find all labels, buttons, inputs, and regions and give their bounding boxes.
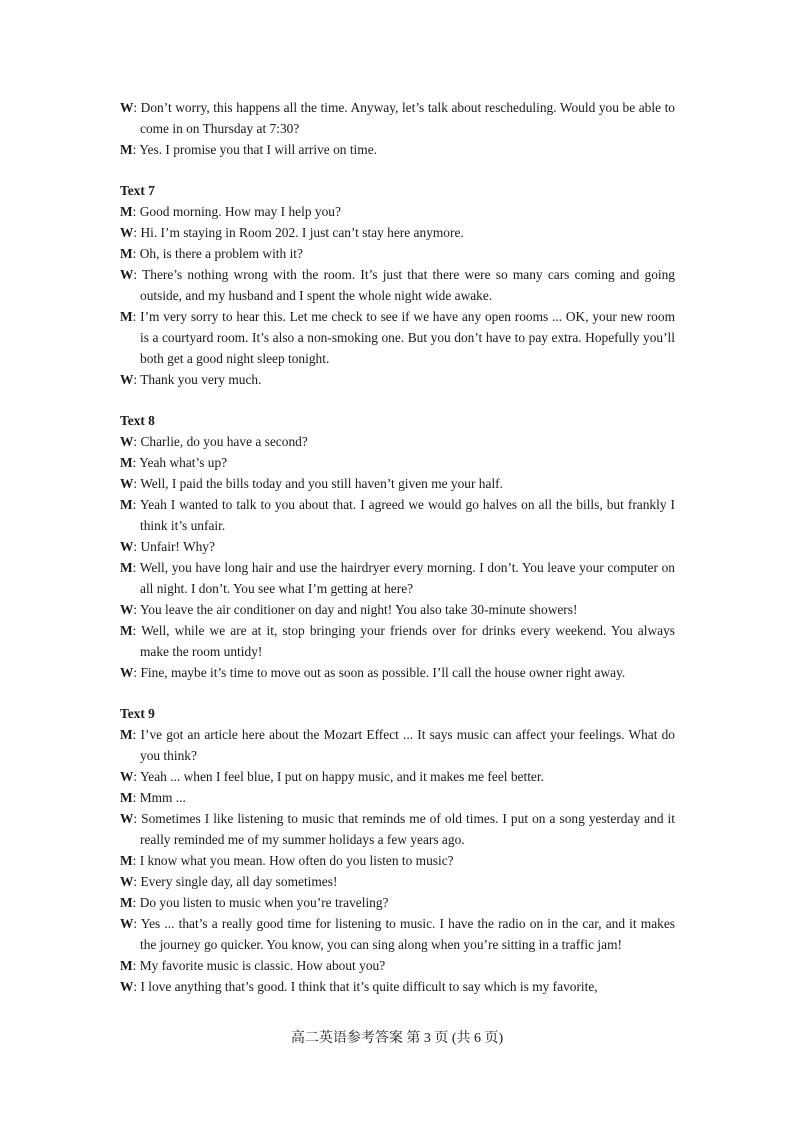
speaker-label: W xyxy=(120,916,134,931)
document-body xyxy=(120,97,675,997)
dialogue-line xyxy=(120,787,675,808)
dialogue-line xyxy=(120,913,675,955)
dialogue-text: : Yes ... that’s a really good time for listening to music. I have the radio on in the car, and it makes the journey go quicker. You know, you can sing along when you’re sitting in a traffic jam! xyxy=(133,916,675,952)
dialogue-line xyxy=(120,473,675,494)
dialogue-text: : Sometimes I like listening to music that reminds me of old times. I put on a song yesterday and it really reminded me of my summer holidays a few years ago. xyxy=(133,811,675,847)
section-text-7 xyxy=(120,180,675,390)
dialogue-text: : Good morning. How may I help you? xyxy=(132,204,341,219)
dialogue-text: : I know what you mean. How often do you listen to music? xyxy=(132,853,454,868)
speaker-label: W xyxy=(120,979,134,994)
speaker-label: W xyxy=(120,476,134,491)
speaker-label: W xyxy=(120,874,134,889)
speaker-label: W xyxy=(120,602,134,617)
speaker-label: W xyxy=(120,811,134,826)
section-text-8 xyxy=(120,410,675,683)
dialogue-text: : Thank you very much. xyxy=(133,372,262,387)
speaker-label: W xyxy=(120,434,134,449)
dialogue-line xyxy=(120,264,675,306)
dialogue-line xyxy=(120,871,675,892)
intro-block xyxy=(120,97,675,160)
speaker-label: M xyxy=(120,142,133,157)
dialogue-text: : You leave the air conditioner on day and night! You also take 30-minute showers! xyxy=(133,602,578,617)
speaker-label: M xyxy=(120,853,133,868)
dialogue-text: : Oh, is there a problem with it? xyxy=(132,246,303,261)
dialogue-line xyxy=(120,557,675,599)
dialogue-line xyxy=(120,452,675,473)
speaker-label: M xyxy=(120,727,133,742)
dialogue-text: : Yes. I promise you that I will arrive on time. xyxy=(132,142,377,157)
dialogue-text: : Unfair! Why? xyxy=(133,539,215,554)
dialogue-text: : There’s nothing wrong with the room. It’s just that there were so many cars coming and going outside, and my husband and I spent the whole night wide awake. xyxy=(133,267,675,303)
speaker-label: W xyxy=(120,267,134,282)
dialogue-line xyxy=(120,955,675,976)
dialogue-text: : Well, I paid the bills today and you still haven’t given me your half. xyxy=(133,476,503,491)
dialogue-line xyxy=(120,201,675,222)
dialogue-text: : Well, you have long hair and use the hairdryer every morning. I don’t. You leave your computer on all night. I don’t. You see what I’m getting at here? xyxy=(132,560,675,596)
dialogue-text: : Yeah I wanted to talk to you about that. I agreed we would go halves on all the bills, but frankly I think it’s unfair. xyxy=(132,497,675,533)
speaker-label: M xyxy=(120,623,133,638)
dialogue-line xyxy=(120,976,675,997)
dialogue-line xyxy=(120,306,675,369)
dialogue-text: : Fine, maybe it’s time to move out as soon as possible. I’ll call the house owner right away. xyxy=(133,665,626,680)
dialogue-line xyxy=(120,536,675,557)
speaker-label: M xyxy=(120,309,133,324)
dialogue-line xyxy=(120,139,675,160)
dialogue-text: : Yeah what’s up? xyxy=(132,455,228,470)
dialogue-line xyxy=(120,494,675,536)
dialogue-text: : Hi. I’m staying in Room 202. I just can’t stay here anymore. xyxy=(133,225,464,240)
speaker-label: M xyxy=(120,497,133,512)
speaker-label: W xyxy=(120,769,134,784)
dialogue-text: : Do you listen to music when you’re traveling? xyxy=(132,895,389,910)
speaker-label: M xyxy=(120,455,133,470)
dialogue-text: : I’ve got an article here about the Mozart Effect ... It says music can affect your feelings. What do you think? xyxy=(132,727,675,763)
dialogue-line xyxy=(120,431,675,452)
dialogue-text: : Every single day, all day sometimes! xyxy=(133,874,338,889)
dialogue-text: : Don’t worry, this happens all the time. Anyway, let’s talk about rescheduling. Would you be able to come in on Thursday at 7:30? xyxy=(133,100,675,136)
dialogue-text: : Mmm ... xyxy=(132,790,186,805)
speaker-label: W xyxy=(120,665,134,680)
dialogue-text: : Charlie, do you have a second? xyxy=(133,434,308,449)
dialogue-line xyxy=(120,599,675,620)
section-title: Text 8 xyxy=(120,413,155,428)
dialogue-line xyxy=(120,724,675,766)
dialogue-text: : Yeah ... when I feel blue, I put on happy music, and it makes me feel better. xyxy=(133,769,544,784)
speaker-label: M xyxy=(120,895,133,910)
dialogue-line xyxy=(120,850,675,871)
dialogue-line xyxy=(120,620,675,662)
speaker-label: W xyxy=(120,225,134,240)
dialogue-text: : My favorite music is classic. How about you? xyxy=(132,958,386,973)
section-text-9 xyxy=(120,703,675,997)
dialogue-line xyxy=(120,222,675,243)
speaker-label: M xyxy=(120,560,133,575)
speaker-label: W xyxy=(120,539,134,554)
dialogue-line xyxy=(120,243,675,264)
dialogue-line xyxy=(120,808,675,850)
speaker-label: M xyxy=(120,958,133,973)
dialogue-line xyxy=(120,766,675,787)
speaker-label: M xyxy=(120,790,133,805)
dialogue-line xyxy=(120,892,675,913)
speaker-label: M xyxy=(120,204,133,219)
section-title: Text 7 xyxy=(120,183,155,198)
speaker-label: W xyxy=(120,100,134,115)
dialogue-text: : Well, while we are at it, stop bringing your friends over for drinks every weekend. You always make the room untidy! xyxy=(132,623,675,659)
page-footer: 高二英语参考答案 第 3 页 (共 6 页) xyxy=(290,1031,504,1046)
dialogue-line xyxy=(120,662,675,683)
dialogue-line xyxy=(120,369,675,390)
section-title: Text 9 xyxy=(120,706,155,721)
speaker-label: M xyxy=(120,246,133,261)
dialogue-line xyxy=(120,97,675,139)
speaker-label: W xyxy=(120,372,134,387)
dialogue-text: : I’m very sorry to hear this. Let me check to see if we have any open rooms ... OK, your new room is a courtyard room. It’s also a non-smoking one. But you don’t have to pay extra. Hopefully you’ll both get a good night sleep tonight. xyxy=(132,309,675,366)
dialogue-text: : I love anything that’s good. I think that it’s quite difficult to say which is my favorite, xyxy=(133,979,598,994)
